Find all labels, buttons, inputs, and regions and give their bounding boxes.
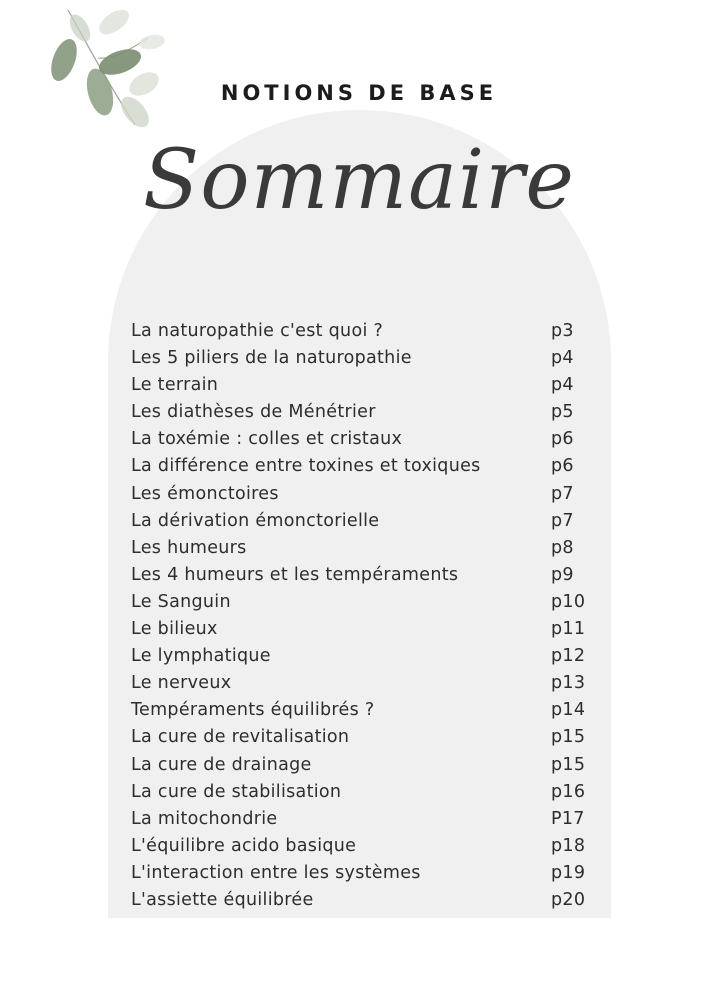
script-title-svg — [0, 118, 718, 238]
toc-entry[interactable] — [131, 752, 591, 779]
toc-entry[interactable] — [131, 535, 591, 562]
toc-entry-page: p8 — [551, 537, 574, 558]
toc-entry[interactable] — [131, 833, 591, 860]
toc-entry-title: L'assiette équilibrée — [131, 889, 314, 910]
toc-entry-page: p19 — [551, 862, 586, 883]
toc-entry-page: p12 — [551, 646, 586, 667]
toc-entry-title: L'équilibre acido basique — [131, 835, 357, 856]
toc-entry-title: Le lymphatique — [131, 646, 271, 667]
toc-entry-title: La différence entre toxines et toxiques — [131, 456, 481, 477]
toc-entry[interactable] — [131, 481, 591, 508]
toc-entry-title: Le terrain — [131, 375, 219, 396]
toc-entry[interactable] — [131, 616, 591, 643]
toc-entry-page: p7 — [551, 483, 574, 504]
toc-entry[interactable] — [131, 670, 591, 697]
toc-entry[interactable] — [131, 345, 591, 372]
page-title-text: Sommaire — [143, 133, 575, 228]
toc-entry-title: La cure de drainage — [131, 754, 312, 775]
toc-entry-page: p9 — [551, 564, 574, 585]
toc-entry-page: p15 — [551, 754, 586, 775]
toc-entry-page: P17 — [551, 808, 585, 829]
toc-entry-page: p6 — [551, 429, 574, 450]
section-label: NOTIONS DE BASE — [220, 81, 498, 105]
toc-entry[interactable] — [131, 887, 591, 914]
toc-entry[interactable] — [131, 562, 591, 589]
toc-entry[interactable] — [131, 697, 591, 724]
toc-entry-title: La cure de revitalisation — [131, 727, 350, 748]
toc-entry[interactable] — [131, 860, 591, 887]
page-title — [0, 118, 718, 238]
toc-entry[interactable] — [131, 643, 591, 670]
toc-entry-title: La toxémie : colles et cristaux — [131, 429, 403, 450]
toc-entry-page: p20 — [551, 889, 586, 910]
toc-entry-page: p4 — [551, 375, 574, 396]
toc-entry-page: p3 — [551, 321, 574, 341]
toc-entry[interactable] — [131, 724, 591, 751]
toc-entry[interactable] — [131, 508, 591, 535]
toc-entry-title: Les diathèses de Ménétrier — [131, 402, 376, 423]
toc-entry-page: p18 — [551, 835, 586, 856]
toc-entry-page: p15 — [551, 727, 586, 748]
toc-entry-title: Le Sanguin — [131, 591, 231, 612]
toc-entry-title: La cure de stabilisation — [131, 781, 342, 802]
toc-entry-title: Le nerveux — [131, 673, 232, 694]
toc-entry-page: p13 — [551, 673, 586, 694]
toc-entry-page: p14 — [551, 700, 586, 721]
toc-entry-title: Tempéraments équilibrés ? — [131, 700, 375, 721]
toc-entry-page: p11 — [551, 619, 586, 640]
toc-entry-page: p16 — [551, 781, 586, 802]
toc-entry[interactable] — [131, 806, 591, 833]
toc-entry-title: Les 4 humeurs et les tempéraments — [131, 564, 459, 585]
toc-entry-title: La mitochondrie — [131, 808, 278, 829]
toc-entry-title: Les humeurs — [131, 537, 247, 558]
toc-entry-title: L'interaction entre les systèmes — [131, 862, 421, 883]
toc-entry-title: Les émonctoires — [131, 483, 279, 504]
toc-entry-page: p5 — [551, 402, 574, 423]
toc-entry-page: p6 — [551, 456, 574, 477]
toc-entry-title: Les 5 piliers de la naturopathie — [131, 348, 412, 369]
toc-entry-page: p4 — [551, 348, 574, 369]
toc-entry-page: p7 — [551, 510, 574, 531]
toc-entry-title: La dérivation émonctorielle — [131, 510, 380, 531]
toc-entry-title: La naturopathie c'est quoi ? — [131, 321, 384, 341]
toc-entry[interactable] — [131, 318, 591, 345]
toc-entry-title: Le bilieux — [131, 619, 218, 640]
toc-entry[interactable] — [131, 589, 591, 616]
toc-entry[interactable] — [131, 779, 591, 806]
toc-entry[interactable] — [131, 453, 591, 480]
toc-entry[interactable] — [131, 399, 591, 426]
toc-entry[interactable] — [131, 426, 591, 453]
toc-entry[interactable] — [131, 372, 591, 399]
table-of-contents — [131, 318, 591, 914]
toc-entry-page: p10 — [551, 591, 586, 612]
